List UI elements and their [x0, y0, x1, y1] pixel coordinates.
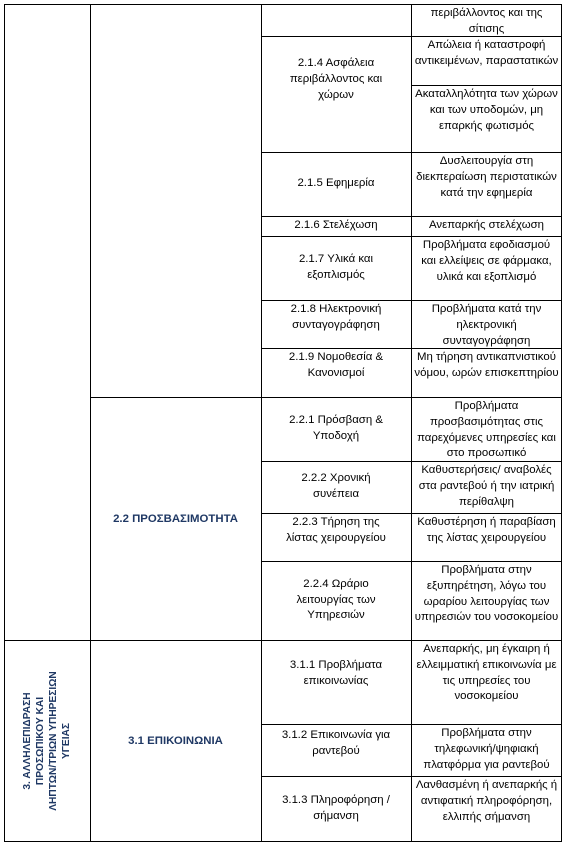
grid-line: [261, 348, 562, 349]
subcategory-text: 3.1.2 Επικοινωνία για ραντεβού: [281, 729, 391, 757]
category-label: 3.1 ΕΠΙΚΟΙΝΩΝΙΑ: [128, 735, 223, 747]
subcategory-3-1-2: [261, 724, 411, 776]
description-cell: [411, 561, 562, 640]
grid-line: [261, 216, 562, 217]
subcategory-text: 2.1.7 Υλικά και εξοπλισμός: [298, 253, 374, 281]
subcategory-3-1-3: [261, 776, 411, 842]
grid-line: [4, 640, 562, 641]
description-cell: [411, 236, 562, 300]
subcategory-3-1-1: [261, 640, 411, 724]
description-cell: [411, 152, 562, 216]
description-text: Δυσλειτουργία στη διεκπεραίωση περιστατικών κατά την εφημερία: [416, 155, 557, 199]
grid-line: [90, 397, 562, 398]
description-text: Προβλήματα στην εξυπηρέτηση, λόγω του ωραρίου λειτουργίας των υπηρεσιών του νοσοκομείου: [414, 564, 559, 624]
subcategory-2-1-8: [261, 300, 411, 348]
description-cell: [411, 461, 562, 513]
description-cell: [411, 85, 562, 152]
description-text: Καθυστέρηση ή παραβίαση της λίστας χειρουργείου: [417, 516, 556, 544]
subcategory-text: 2.1.4 Ασφάλεια περιβάλλοντος και χώρων: [289, 57, 383, 101]
description-cell: [411, 724, 562, 776]
category-cell-2-2: [90, 397, 261, 640]
grid-line: [411, 85, 562, 86]
grid-line: [261, 776, 562, 777]
subcategory-text: 2.1.5 Εφημερία: [297, 177, 375, 190]
grid-line: [261, 461, 562, 462]
description-text: περιβάλλοντος και της σίτισης: [430, 7, 543, 35]
description-cell: [411, 4, 562, 36]
description-text: Καθυστερήσεις/ αναβολές στα ραντεβού ή την ιατρική περίθαλψη: [418, 464, 555, 508]
main-category-cell-section-2: [4, 4, 90, 640]
subcategory-text: 2.2.4 Ωράριο λειτουργίας των Υπηρεσιών: [296, 577, 376, 622]
description-text: Ανεπαρκής στελέχωση: [429, 219, 544, 232]
subcategory-2-1-4: [261, 36, 411, 152]
main-category-label-line: 3. ΑΛΛΗΛΕΠΙΔΡΑΣΗ: [22, 692, 33, 790]
description-text: Προβλήματα προσβασιμότητας στις παρεχόμενες υπηρεσίες και στο προσωπικό: [417, 400, 556, 460]
main-category-cell-section-3: [4, 640, 90, 842]
grid-line: [261, 300, 562, 301]
subcategory-2-2-1: [261, 397, 411, 461]
subcategory-2-1-7: [261, 236, 411, 300]
main-category-label: [21, 646, 73, 836]
description-text: Ακαταλληλότητα των χώρων και των υποδομών, μη επαρκής φωτισμός: [415, 88, 558, 132]
subcategory-2-1-5: [261, 152, 411, 216]
description-cell: [411, 513, 562, 561]
description-cell: [411, 216, 562, 236]
main-category-label-line: ΛΗΠΤΩΝ/ΤΡΙΩΝ ΥΠΗΡΕΣΙΩΝ: [48, 671, 59, 811]
subcategory-text: 2.1.8 Ηλεκτρονική συνταγογράφηση: [290, 303, 382, 331]
grid-line: [4, 841, 562, 842]
grid-line: [561, 4, 562, 842]
grid-line: [261, 4, 262, 842]
description-cell: [411, 348, 562, 397]
subcategory-2-1-9: [261, 348, 411, 397]
subcategory-text: 3.1.1 Προβλήματα επικοινωνίας: [289, 659, 383, 687]
subcategory-text: 2.2.1 Πρόσβαση & Υποδοχή: [289, 414, 383, 442]
grid-line: [261, 724, 562, 725]
subcategory-text: 2.2.2 Χρονική συνέπεια: [301, 472, 371, 500]
description-cell: [411, 776, 562, 842]
grid-line: [261, 36, 562, 37]
description-cell: [411, 36, 562, 85]
main-category-label-line: ΠΡΟΣΩΠΙΚΟΥ ΚΑΙ: [35, 696, 46, 786]
grid-line: [411, 4, 412, 842]
description-text: Προβλήματα εφοδιασμού και ελλείψεις σε φάρμακα, υλικά και εξοπλισμό: [421, 239, 552, 283]
main-category-label-line: ΥΓΕΙΑΣ: [61, 723, 72, 760]
description-text: Προβλήματα στην τηλεφωνική/ψηφιακή πλατφόρμα για ραντεβού: [423, 727, 550, 771]
description-text: Προβλήματα κατά την ηλεκτρονική συνταγογράφηση: [431, 303, 542, 347]
grid-line: [261, 152, 562, 153]
category-cell-3-1: [90, 640, 261, 842]
subcategory-text: 2.1.9 Νομοθεσία & Κανονισμοί: [288, 351, 384, 379]
subcategory-text: 2.2.3 Τήρηση της λίστας χειρουργείου: [286, 516, 386, 544]
grid-line: [261, 236, 562, 237]
subcategory-cell: [261, 4, 411, 36]
grid-line: [90, 4, 91, 842]
description-text: Απώλεια ή καταστροφή αντικειμένων, παραστατικών: [414, 39, 559, 67]
grid-line: [4, 4, 5, 842]
grid-line: [261, 513, 562, 514]
subcategory-text: 3.1.3 Πληροφόρηση /σήμανση: [282, 794, 390, 822]
description-cell: [411, 300, 562, 348]
description-text: Ανεπαρκής, μη έγκαιρη ή ελλειμματική επικοινωνία με τις υπηρεσίες του νοσοκομείου: [416, 643, 557, 703]
grid-line: [261, 561, 562, 562]
subcategory-2-2-3: [261, 513, 411, 561]
complaints-classification-table: [4, 4, 562, 842]
subcategory-2-2-2: [261, 461, 411, 513]
description-cell: [411, 397, 562, 461]
category-cell-2-1: [90, 4, 261, 397]
grid-line: [4, 4, 562, 5]
category-label: 2.2 ΠΡΟΣΒΑΣΙΜΟΤΗΤΑ: [113, 512, 238, 525]
description-cell: [411, 640, 562, 724]
description-text: Λανθασμένη ή ανεπαρκής ή αντιφατική πληροφόρηση, ελλιπής σήμανση: [415, 779, 558, 823]
subcategory-2-2-4: [261, 561, 411, 640]
description-text: Μη τήρηση αντικαπνιστικού νόμου, ωρών επισκεπτηρίου: [414, 351, 559, 379]
subcategory-2-1-6: [261, 216, 411, 236]
subcategory-text: 2.1.6 Στελέχωση: [294, 219, 378, 232]
